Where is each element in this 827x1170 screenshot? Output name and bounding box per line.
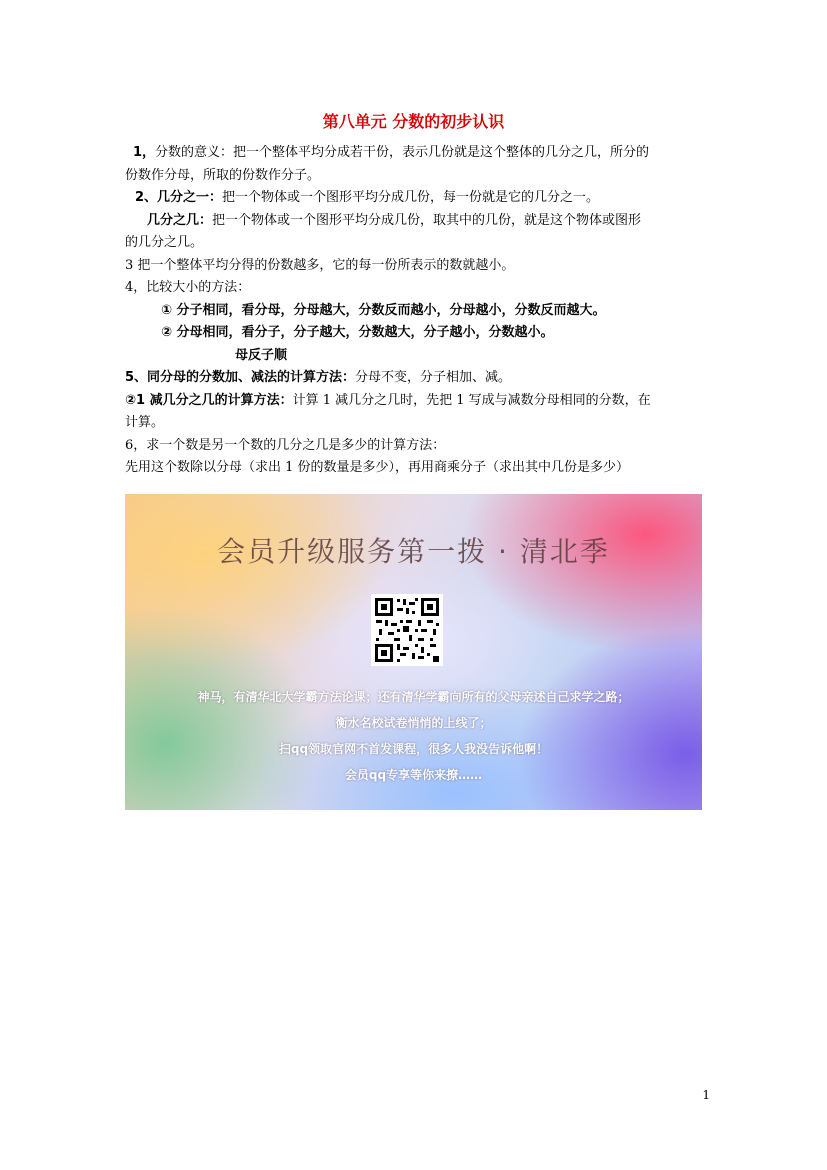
term: ②1 减几分之几的计算方法： [125, 392, 293, 408]
paragraph-6 [125, 367, 710, 390]
text: 把一个物体或一个图形平均分成几份，每一份就是它的几分之一。 [222, 190, 600, 205]
paragraph-7-cont: 计算。 [125, 415, 165, 430]
paragraph-1 [125, 142, 710, 165]
qr-code-icon[interactable] [371, 594, 443, 666]
banner-line: 衡水名校试卷悄悄的上线了； [335, 716, 492, 730]
term: 几分之几： [147, 212, 213, 228]
text: 分母不变，分子相加、减。 [355, 370, 512, 385]
rule-1: ① 分子相同，看分母，分母越大，分数反而越小，分母越小，分数反而越大。 [161, 302, 606, 318]
page-number: 1 [702, 1088, 710, 1102]
page-title: 第八单元 分数的初步认识 [322, 112, 505, 131]
banner-title: 会员升级服务第一拨 · 清北季 [217, 535, 610, 568]
text: 计算 1 减几分之几时，先把 1 写成与减数分母相同的分数，在 [292, 392, 651, 408]
paragraph-2 [125, 187, 710, 210]
rule-2: ② 分母相同，看分子，分子越大，分数越大，分子越小，分数越小。 [161, 325, 554, 340]
mnemonic: 母反子顺 [235, 347, 288, 363]
paragraph-7 [125, 390, 710, 413]
banner-line: 扫qq领取官网不首发课程，很多人我没告诉他啊！ [278, 742, 549, 756]
term: 2、几分之一： [135, 190, 223, 205]
paragraph-5: 4，比较大小的方法： [125, 280, 251, 295]
paragraph-9: 先用这个数除以分母（求出 1 份的数量是多少），再用商乘分子（求出其中几份是多少） [125, 460, 630, 475]
promo-banner[interactable] [125, 494, 702, 810]
term: 5、同分母的分数加、减法的计算方法： [125, 370, 356, 385]
text: 分数的意义：把一个整体平均分成若干份，表示几份就是这个整体的几分之几，所分的 [155, 145, 650, 160]
paragraph-8: 6，求一个数是另一个数的几分之几是多少的计算方法： [125, 437, 446, 453]
text: 把一个物体或一个图形平均分成几份，取其中的几份，就是这个物体或图形 [212, 212, 642, 228]
banner-text [125, 684, 702, 788]
item-number: 1， [133, 145, 156, 160]
paragraph-3-cont: 的几分之几。 [125, 235, 204, 250]
paragraph-1-cont: 份数作分母，所取的份数作分子。 [125, 167, 321, 183]
paragraph-3 [125, 210, 710, 233]
banner-line: 会员qq专享等你来撩…… [344, 768, 483, 782]
banner-line: 神马，有清华北大学霸方法论课；还有清华学霸向所有的父母亲述自己求学之路； [197, 690, 630, 704]
document-body [125, 142, 710, 480]
paragraph-4: 3 把一个整体平均分得的份数越多，它的每一份所表示的数就越小。 [125, 257, 515, 273]
